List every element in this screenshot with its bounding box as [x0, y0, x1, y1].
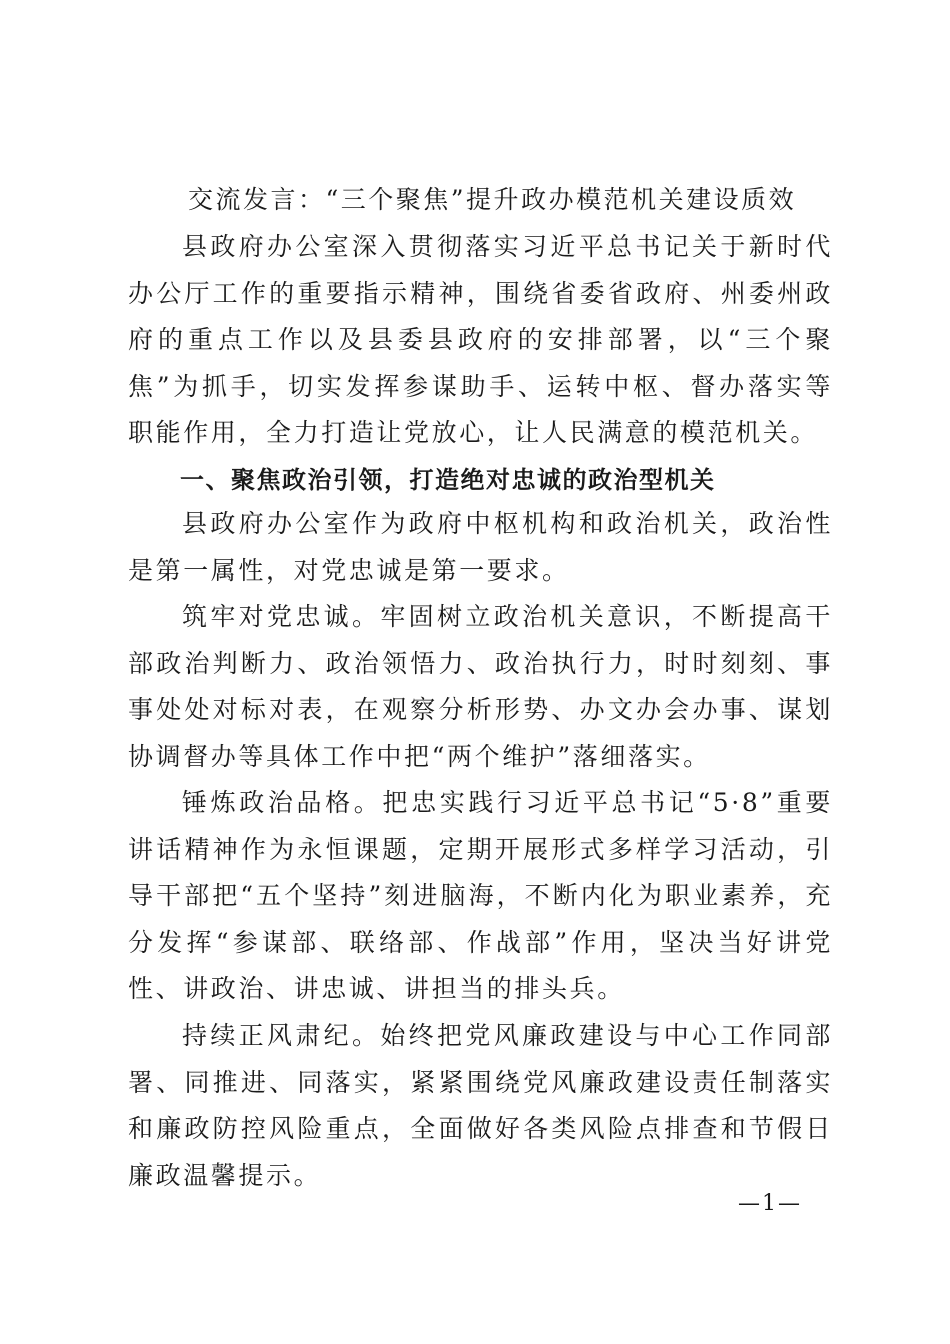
body-paragraph: 锤炼政治品格。把忠实践行习近平总书记“5·8”重要讲话精神作为永恒课题，定期开展形式多样学习活动，引导干部把“五个坚持”刻进脑海，不断内化为职业素养，充分发挥“参谋部、联络部、作战部”作用，坚决当好讲党性、讲政治、讲忠诚、讲担当的排头兵。	[128, 788, 833, 1003]
intro-paragraph: 县政府办公室深入贯彻落实习近平总书记关于新时代办公厅工作的重要指示精神，围绕省委省政府、州委州政府的重点工作以及县委县政府的安排部署，以“三个聚焦”为抓手，切实发挥参谋助手、运转中枢、督办落实等职能作用，全力打造让党放心，让人民满意的模范机关。	[128, 232, 833, 447]
body-paragraph: 筑牢对党忠诚。牢固树立政治机关意识，不断提高干部政治判断力、政治领悟力、政治执行力，时时刻刻、事事处处对标对表，在观察分析形势、办文办会办事、谋划协调督办等具体工作中把“两个维护”落细落实。	[128, 602, 833, 771]
document-title: 交流发言：“三个聚焦”提升政办模范机关建设质效	[188, 185, 797, 214]
body-paragraph: 县政府办公室作为政府中枢机构和政治机关，政治性是第一属性，对党忠诚是第一要求。	[128, 509, 833, 585]
page-number: —1—	[738, 1191, 802, 1216]
body-paragraph: 持续正风肃纪。始终把党风廉政建设与中心工作同部署、同推进、同落实，紧紧围绕党风廉政建设责任制落实和廉政防控风险重点，全面做好各类风险点排查和节假日廉政温馨提示。	[128, 1021, 833, 1190]
section-heading: 一、聚焦政治引领，打造绝对忠诚的政治型机关	[180, 466, 716, 494]
